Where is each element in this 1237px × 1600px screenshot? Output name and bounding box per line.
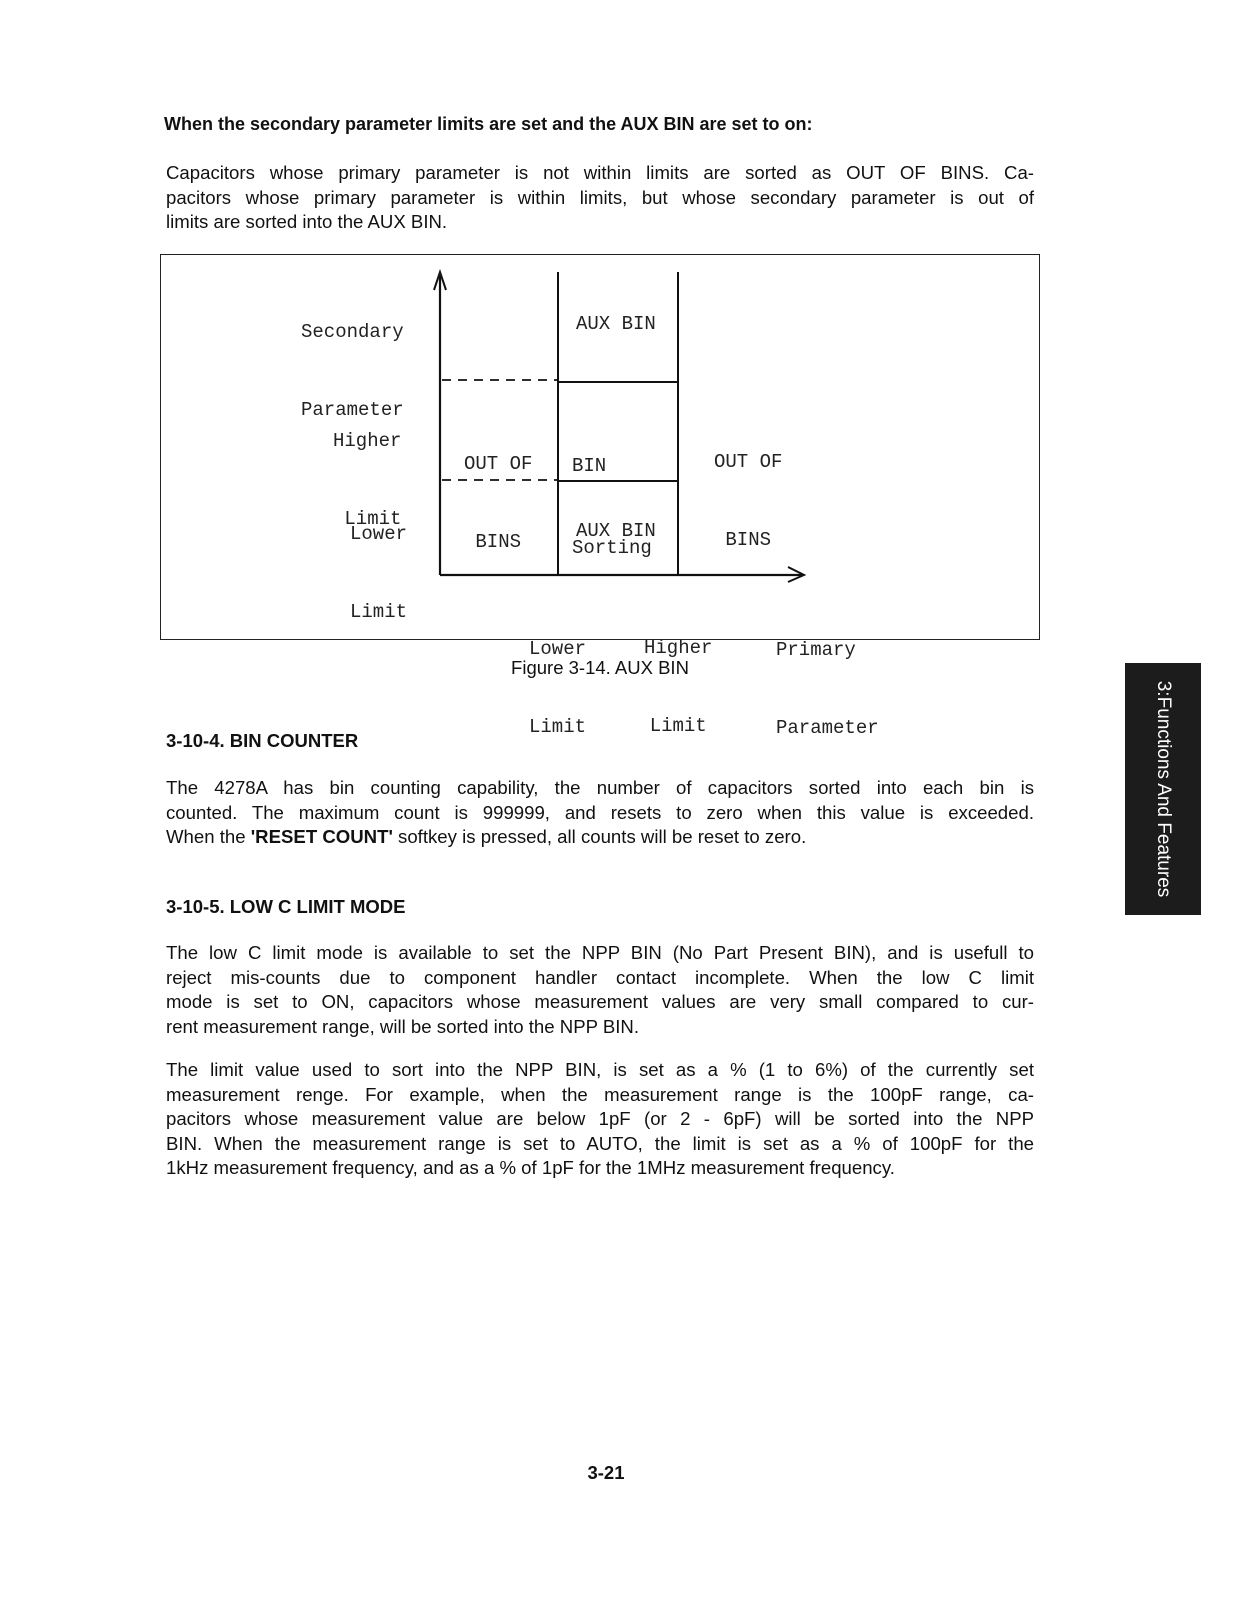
y-axis-title-line: Parameter bbox=[301, 399, 404, 421]
figure-caption: Figure 3-14. AUX BIN bbox=[511, 657, 689, 678]
x-higher-limit-line: Higher bbox=[644, 637, 713, 659]
text-run: softkey is pressed, all counts will be reset to zero. bbox=[392, 826, 807, 847]
low-c-paragraph-2 bbox=[166, 1058, 1034, 1181]
paragraph-line: 1kHz measurement frequency, and as a % of 1pF for the 1MHz measurement frequency. bbox=[166, 1157, 895, 1178]
paragraph-line: Capacitors whose primary parameter is not within limits are sorted as OUT OF BINS. Ca- bbox=[166, 162, 1034, 183]
bin-counter-paragraph bbox=[166, 776, 1034, 850]
paragraph-line: The 4278A has bin counting capability, the number of capacitors sorted into each bin is bbox=[166, 777, 1034, 798]
region-text-line: BIN bbox=[572, 455, 607, 477]
x-lower-limit-label bbox=[529, 584, 586, 792]
section-heading-bin-counter: 3-10-4. BIN COUNTER bbox=[166, 730, 359, 751]
x-lower-limit-line: Lower bbox=[529, 638, 587, 660]
paragraph-line: pacitors whose primary parameter is within limits, but whose secondary parameter is out of bbox=[166, 186, 1034, 208]
x-axis-title bbox=[776, 585, 879, 793]
x-higher-limit-line: Limit bbox=[649, 715, 707, 737]
y-axis-title-line: Secondary bbox=[301, 321, 404, 343]
y-lower-limit-line: Limit bbox=[350, 601, 408, 623]
intro-heading: When the secondary parameter limits are set and the AUX BIN are set to on: bbox=[164, 114, 813, 134]
intro-paragraph bbox=[166, 161, 1034, 235]
paragraph-line: measurement renge. For example, when the measurement range is the 100pF range, ca- bbox=[166, 1083, 1034, 1105]
paragraph-line: mode is set to ON, capacitors whose measurement values are very small compared to cur- bbox=[166, 991, 1034, 1012]
paragraph-line: counted. The maximum count is 999999, and resets to zero when this value is exceeded. bbox=[166, 801, 1034, 823]
x-axis-title-line: Parameter bbox=[776, 717, 879, 739]
y-higher-limit-line: Limit bbox=[344, 508, 402, 530]
paragraph-line: reject mis-counts due to component handler contact incomplete. When the low C limit bbox=[166, 966, 1034, 988]
region-out-of-bins-left bbox=[464, 399, 532, 607]
region-text-line: OUT OF bbox=[464, 453, 533, 475]
region-bin-sorting bbox=[572, 401, 652, 613]
paragraph-line: The low C limit mode is available to set the NPP BIN (No Part Present BIN), and is usefull to bbox=[166, 942, 1034, 963]
low-c-paragraph-1 bbox=[166, 941, 1034, 1039]
paragraph-line: BIN. When the measurement range is set to AUTO, the limit is set as a % of 100pF for the bbox=[166, 1132, 1034, 1154]
paragraph-line: limits are sorted into the AUX BIN. bbox=[166, 211, 448, 232]
text-run: When the bbox=[166, 826, 251, 847]
region-text-line: OUT OF bbox=[714, 451, 783, 473]
y-lower-limit-label bbox=[350, 469, 407, 677]
softkey-name-reset-count: 'RESET COUNT' bbox=[250, 826, 393, 847]
chapter-side-tab-label: 3:Functions And Features bbox=[1153, 680, 1174, 898]
page-number: 3-21 bbox=[587, 1462, 625, 1483]
section-heading-low-c-limit-mode: 3-10-5. LOW C LIMIT MODE bbox=[166, 896, 406, 917]
region-text-line: BINS bbox=[475, 531, 522, 553]
region-aux-bin-top: AUX BIN bbox=[576, 313, 656, 335]
region-out-of-bins-right bbox=[714, 397, 782, 605]
x-higher-limit-label bbox=[644, 583, 712, 791]
x-lower-limit-line: Limit bbox=[529, 716, 587, 738]
chapter-side-tab bbox=[1125, 663, 1201, 915]
region-aux-bin-bottom: AUX BIN bbox=[576, 520, 656, 542]
region-text-line: BINS bbox=[725, 529, 772, 551]
region-text-line: Sorting bbox=[572, 537, 652, 559]
y-lower-limit-line: Lower bbox=[350, 523, 408, 545]
paragraph-line: pacitors whose measurement value are below 1pF (or 2 - 6pF) will be sorted into the NPP bbox=[166, 1108, 1034, 1129]
paragraph-line bbox=[166, 825, 1034, 850]
y-higher-limit-line: Higher bbox=[333, 430, 402, 452]
x-axis-title-line: Primary bbox=[776, 639, 856, 661]
paragraph-line: rent measurement range, will be sorted into the NPP BIN. bbox=[166, 1015, 639, 1037]
paragraph-line: The limit value used to sort into the NPP BIN, is set as a % (1 to 6%) of the currently set bbox=[166, 1059, 1034, 1080]
